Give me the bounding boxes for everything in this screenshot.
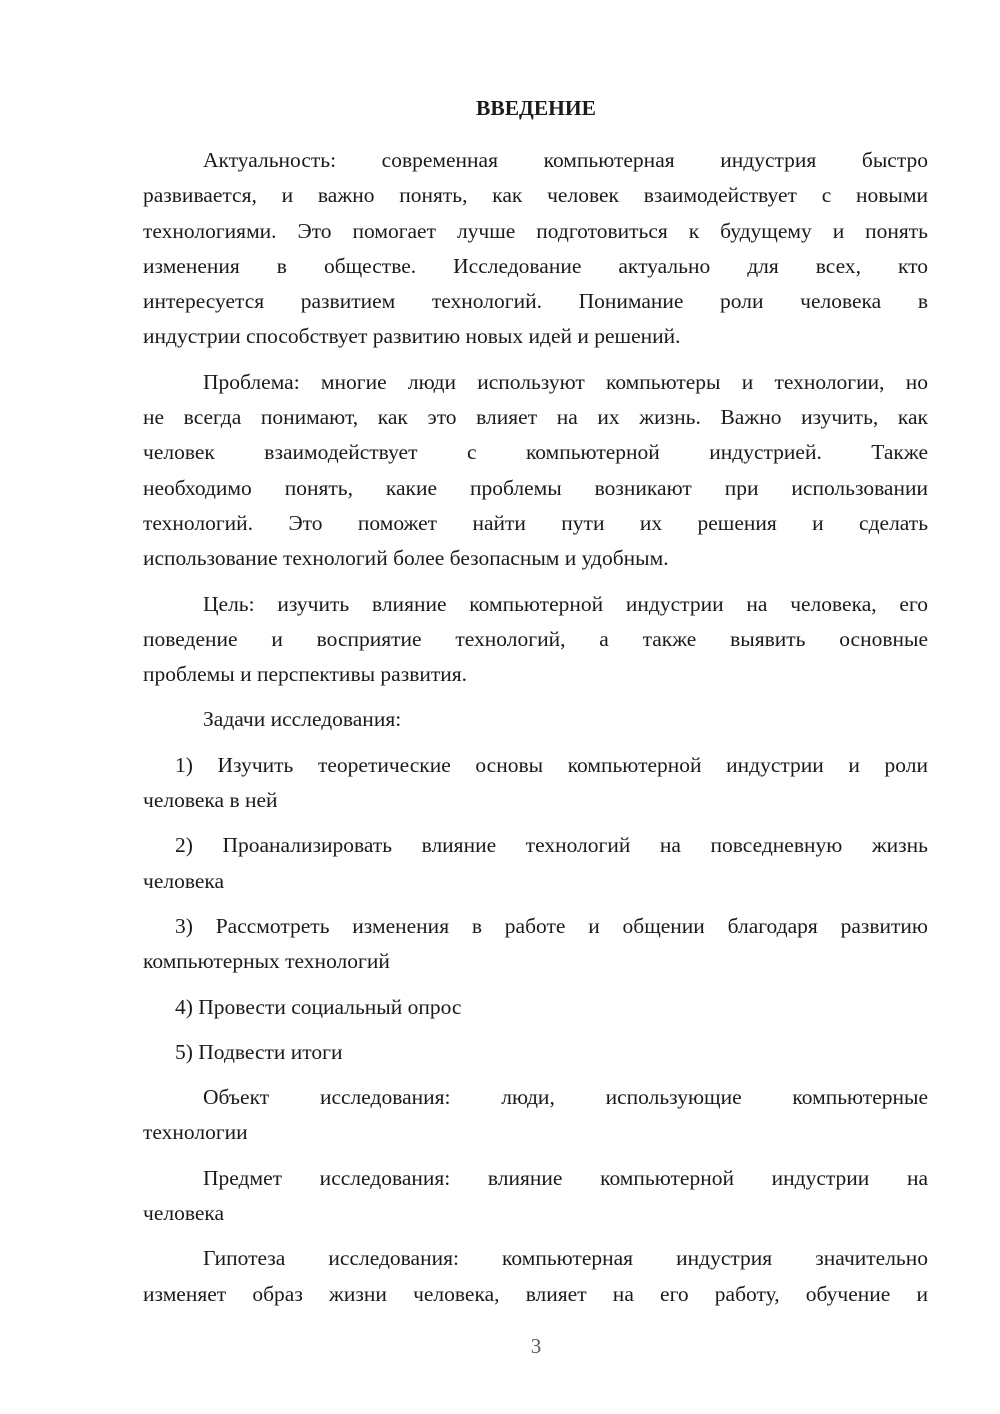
page-number: 3 [530,1334,542,1358]
text-line: поведение и восприятие технологий, а также выявить основные [143,626,928,651]
text-line: технологиями. Это помогает лучше подготовиться к будущему и понять [143,218,928,243]
text-line: изменения в обществе. Исследование актуально для всех, кто [143,253,928,278]
paragraph [143,143,928,355]
text-line: Предмет исследования: влияние компьютерной индустрии на [203,1165,928,1190]
paragraph [143,365,928,577]
text-line: человека [143,868,225,893]
text-line: человек взаимодействует с компьютерной индустрией. Также [143,440,928,465]
text-line: Цель: изучить влияние компьютерной индустрии на человека, его [203,591,928,616]
text-line: Гипотеза исследования: компьютерная индустрия значительно [203,1246,928,1271]
text-line: 1) Изучить теоретические основы компьютерной индустрии и роли [175,752,928,777]
task-list-item [143,828,928,899]
text-line: человека [143,1201,225,1226]
text-line: проблемы и перспективы развития. [143,662,468,687]
text-line: технологий. Это поможет найти пути их решения и сделать [143,510,928,535]
text-line: 2) Проанализировать влияние технологий на повседневную жизнь [175,833,928,858]
section-title: ВВЕДЕНИЕ [476,96,596,120]
text-line: изменяет образ жизни человека, влияет на его работу, обучение и [143,1281,928,1306]
document-body [143,143,928,1322]
task-list-item [143,748,928,819]
text-line: необходимо понять, какие проблемы возникают при использовании [143,475,928,500]
text-line: использование технологий более безопасным и удобным. [143,546,669,571]
paragraph [143,702,928,737]
text-line: развивается, и важно понять, как человек взаимодействует с новыми [143,183,928,208]
text-line: Актуальность: современная компьютерная индустрия быстро [203,148,928,172]
text-line: 3) Рассмотреть изменения в работе и общении благодаря развитию [175,913,928,938]
text-line: компьютерных технологий [143,949,390,974]
paragraph [143,587,928,693]
paragraph [143,1241,928,1312]
text-line: 5) Подвести итоги [175,1039,343,1064]
text-line: интересуется развитием технологий. Понимание роли человека в [143,289,928,314]
text-line: Задачи исследования: [203,707,402,732]
text-line: не всегда понимают, как это влияет на их жизнь. Важно изучить, как [143,405,928,430]
text-line: 4) Провести социальный опрос [175,994,462,1019]
paragraph [143,1161,928,1232]
task-list-item [143,990,928,1025]
text-line: Проблема: многие люди используют компьютеры и технологии, но [203,369,928,394]
task-list-item [143,1035,928,1070]
text-line: технологии [143,1120,248,1145]
text-line: Объект исследования: люди, использующие компьютерные [203,1085,928,1110]
text-line: индустрии способствует развитию новых идей и решений. [143,324,681,349]
paragraph [143,1080,928,1151]
task-list-item [143,909,928,980]
text-line: человека в ней [143,788,278,813]
